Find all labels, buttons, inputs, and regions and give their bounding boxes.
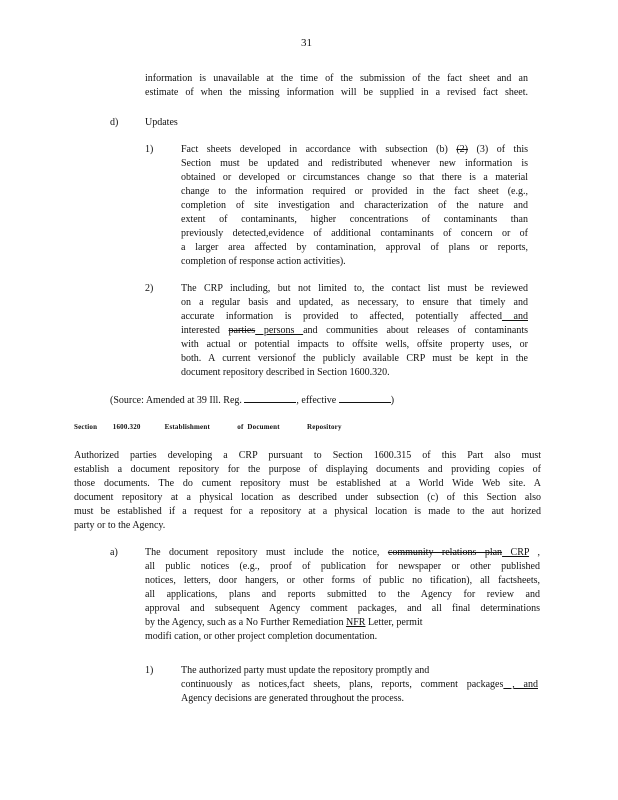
intro-line: information is unavailable at the time of the submission of the fact sheet and an (145, 73, 528, 84)
item-a1-line: continuously as notices,fact sheets, plans, reports, comment packages , and (181, 679, 538, 690)
section-number: Section 1600.320 (74, 423, 141, 431)
inserted-text: NFR (345, 617, 366, 628)
section-title: Establishment of Document Repository (164, 423, 342, 431)
item-d1-marker: 1) (145, 144, 154, 155)
section-d-heading: Updates (145, 117, 178, 128)
item-d1-line: Fact sheets developed in accordance with subsection (b) (2) (3) of this (181, 144, 529, 155)
deleted-text: (2) (456, 144, 468, 155)
item-a-line: The document repository must include the notice, community relations plan CRP , (145, 547, 541, 558)
section-heading (74, 423, 342, 431)
item-d2-line: accurate information is provided to affected, potentially affected and (181, 311, 528, 322)
intro-line: estimate of when the missing information will be supplied in a revised fact sheet. (145, 87, 528, 98)
item-d2-line: with actual or potential impacts to offsite wells, offsite property uses, or (181, 339, 528, 350)
item-d1-line: completion of site investigation and characterization of the nature and (181, 200, 528, 211)
item-d2-marker: 2) (145, 283, 154, 294)
item-a1-paragraph (181, 664, 538, 706)
intro-paragraph (145, 72, 528, 100)
page-number: 31 (301, 37, 312, 49)
item-a-line: approval and subsequent Agency comment packages, and all final determinations (145, 603, 540, 614)
item-d1-paragraph (181, 143, 528, 269)
body-line: document repository at a physical location as described under subsection (c) of this Section also (74, 492, 541, 503)
item-d2-line: on a regular basis and updated, as necessary, to ensure that timely and (181, 297, 528, 308)
blank-field (244, 393, 296, 403)
inserted-text: , and (503, 679, 538, 690)
item-d1-line: previously detected,evidence of additional contaminants of concern or of (181, 228, 528, 239)
body-line: Authorized parties developing a CRP pursuant to Section 1600.315 of this Part also must (74, 450, 541, 461)
body-line: establish a document repository for the purpose of displaying documents and providing copies of (74, 464, 541, 475)
item-d2-line: both. A current versionof the publicly available CRP must be kept in the (181, 353, 528, 364)
item-d2-paragraph (181, 282, 528, 380)
item-d1-line: Section must be updated and redistributed whenever new information is (181, 158, 528, 169)
body-paragraph (74, 449, 541, 533)
item-a1-line: Agency decisions are generated throughout the process. (181, 693, 404, 704)
item-d2-line: The CRP including, but not limited to, the contact list must be reviewed (181, 283, 528, 294)
item-a-line: all public notices (e.g., proof of publication for newspaper or other published (145, 561, 540, 572)
item-a-marker: a) (110, 547, 118, 558)
item-a1-line: The authorized party must update the repository promptly and (181, 665, 430, 676)
item-d1-line: a larger area affected by contamination, approval of plans or reports, (181, 242, 528, 253)
body-line: those documents. The do cument repository must be established at a World Wide Web site. A (74, 478, 541, 489)
item-a-line: notices, letters, door hangers, or other forms of public no tification), all factsheets, (145, 575, 540, 586)
item-a-paragraph (145, 546, 540, 644)
item-d1-line: completion of response action activities). (181, 256, 346, 267)
body-line: party or to the Agency. (74, 520, 166, 531)
blank-field (339, 393, 391, 403)
inserted-text: and (501, 311, 528, 322)
item-a-line: modifi cation, or other project completion documentation. (145, 631, 378, 642)
inserted-text: persons (255, 325, 304, 336)
item-d1-line: extent of contaminants, higher concentrations of contaminants than (181, 214, 528, 225)
section-d-marker: d) (110, 117, 119, 128)
item-d1-line: obtained or developed or circumstances change so that there is a material (181, 172, 528, 183)
item-d2-line: document repository described in Section 1600.320. (181, 367, 390, 378)
source-note: (Source: Amended at 39 Ill. Reg. , effective ) (110, 395, 395, 406)
item-d2-line: interested parties persons and communities about releases of contaminants (181, 325, 528, 336)
inserted-text: CRP (502, 547, 530, 558)
item-a1-marker: 1) (145, 665, 154, 676)
body-line: must be established if a request for a repository at a physical location is made to the aut horized (74, 506, 541, 517)
deleted-text: community relations plan (387, 547, 503, 558)
item-d1-line: change to the information required or provided in the fact sheet (e.g., (181, 186, 528, 197)
item-a-line: by the Agency, such as a No Further Remediation NFR Letter, permit (145, 617, 423, 628)
deleted-text: parties (228, 325, 256, 336)
item-a-line: all applications, plans and reports submitted to the Agency for review and (145, 589, 540, 600)
